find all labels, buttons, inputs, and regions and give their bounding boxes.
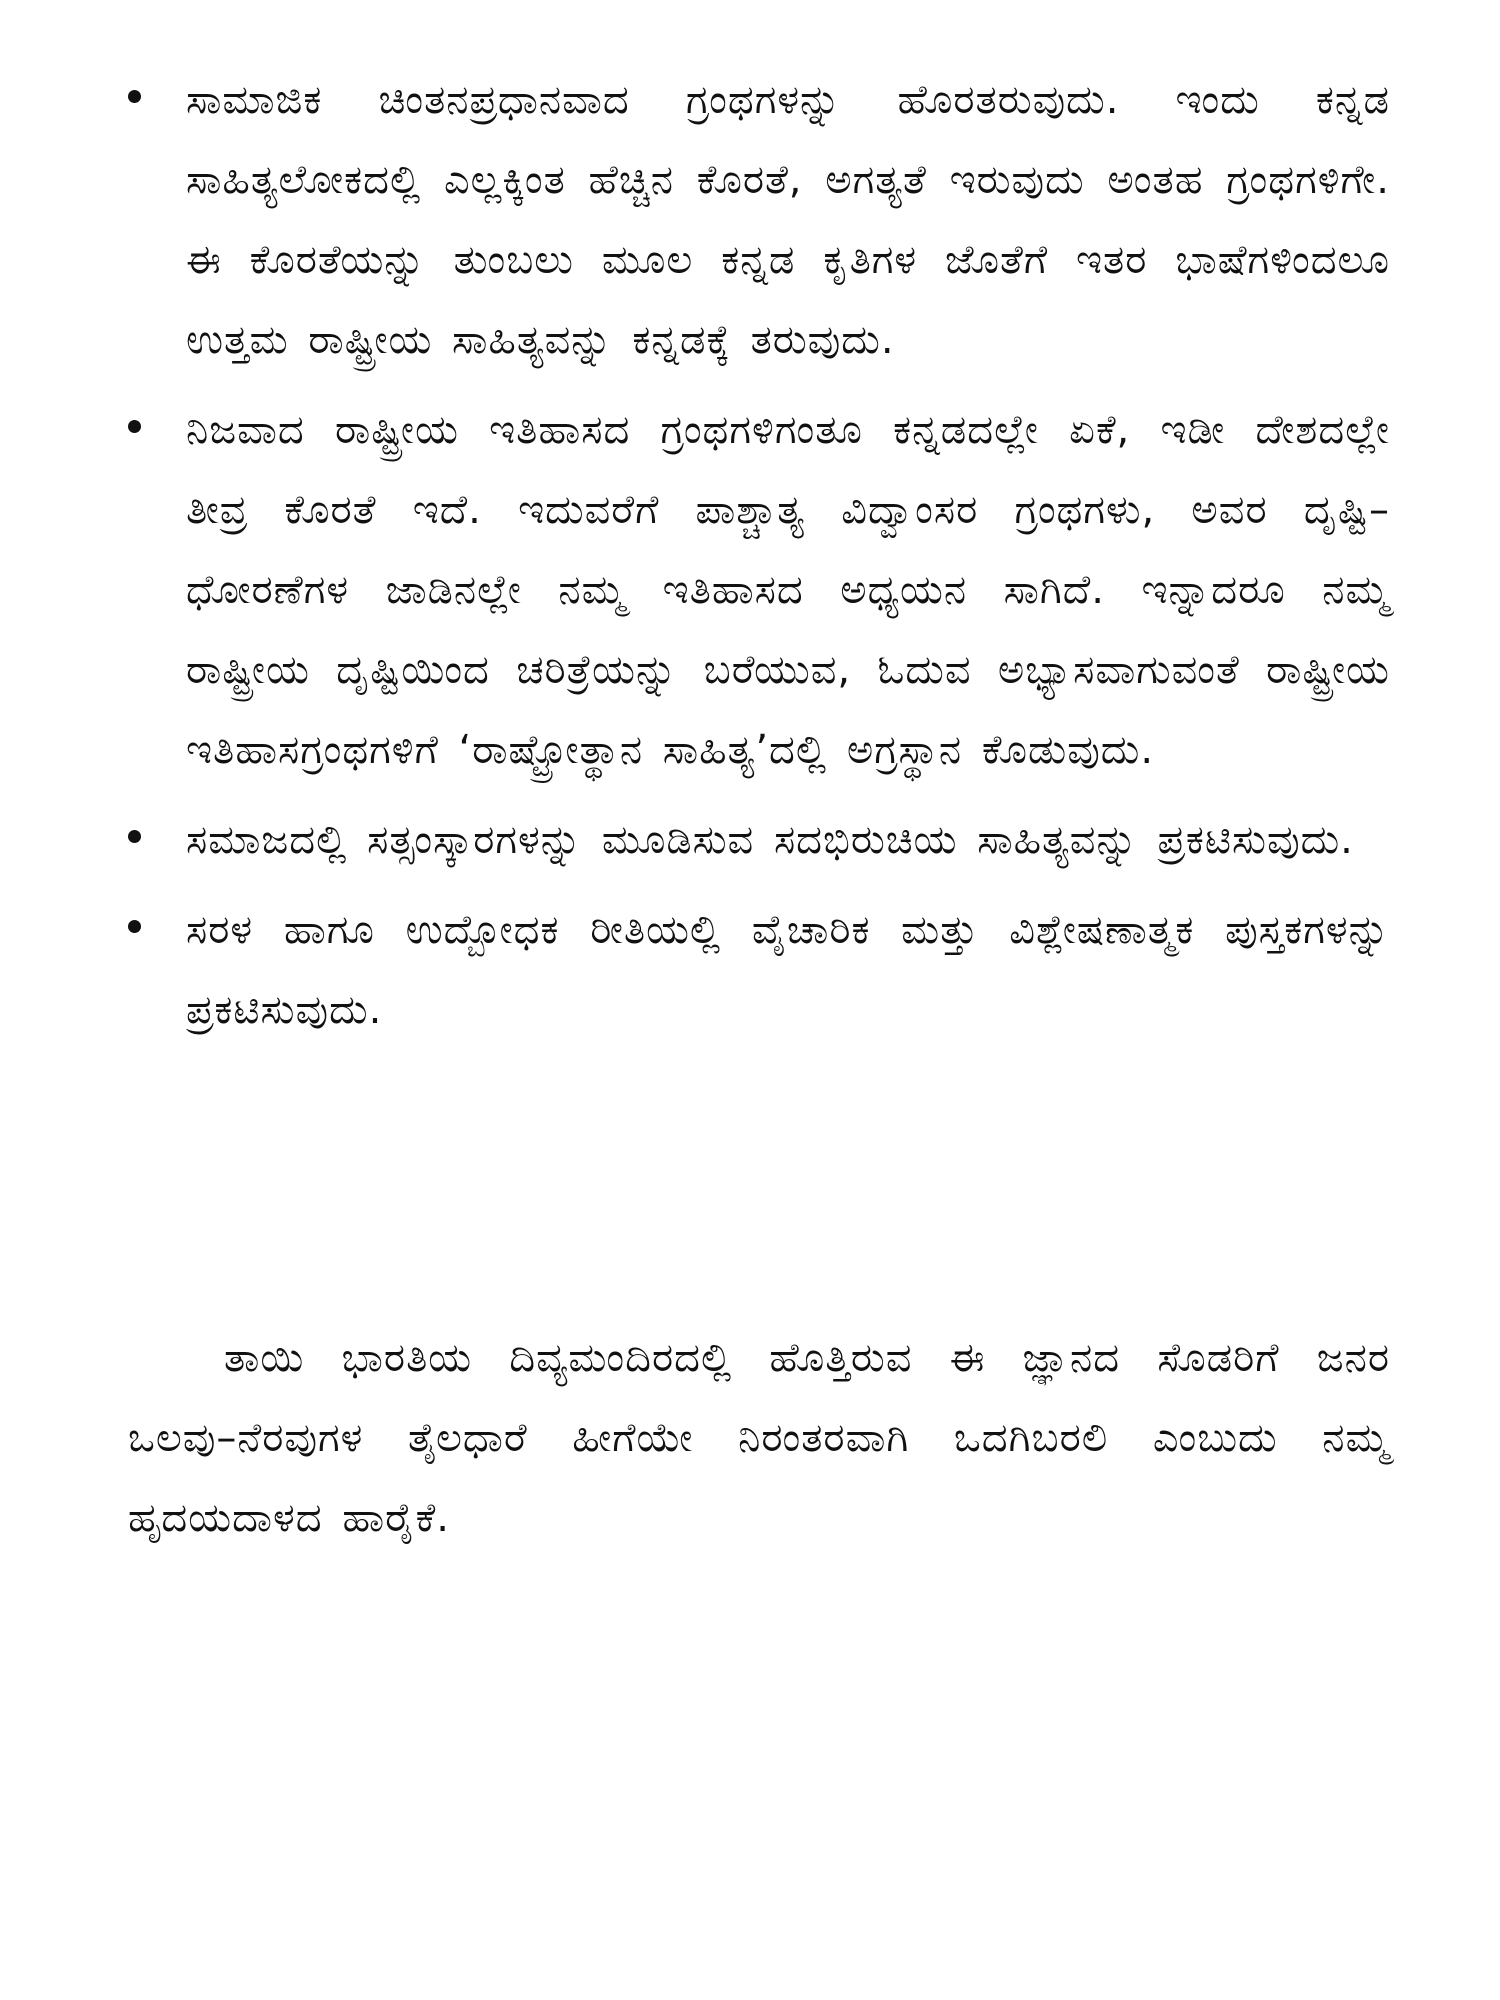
bullet-item-4 <box>128 890 1390 1050</box>
bullet-item-1 <box>128 60 1390 380</box>
bullet-dot-icon <box>128 920 141 933</box>
bullet-item-2 <box>128 390 1390 790</box>
objectives-bullet-list <box>128 60 1390 1060</box>
bullet-dot-icon <box>128 90 141 103</box>
bullet-text-3: ಸಮಾಜದಲ್ಲಿ ಸತ್ಸಂಸ್ಕಾರಗಳನ್ನು ಮೂಡಿಸುವ ಸದಭಿರುಚಿಯ ಸಾಹಿತ್ಯವನ್ನು ಪ್ರಕಟಿಸುವುದು. <box>186 817 1354 863</box>
bullet-item-3 <box>128 800 1390 880</box>
bullet-text-2: ನಿಜವಾದ ರಾಷ್ಟ್ರೀಯ ಇತಿಹಾಸದ ಗ್ರಂಥಗಳಿಗಂತೂ ಕನ್ನಡದಲ್ಲೇ ಏಕೆ, ಇಡೀ ದೇಶದಲ್ಲೇ ತೀವ್ರ ಕೊರತೆ ಇದೆ. ಇದುವರೆಗೆ ಪಾಶ್ಚಾತ್ಯ ವಿದ್ವಾಂಸರ ಗ್ರಂಥಗಳು, ಅವರ ದೃಷ್ಟಿ–ಧೋರಣೆಗಳ ಜಾಡಿನಲ್ಲೇ ನಮ್ಮ ಇತಿಹಾಸದ ಅಧ್ಯಯನ ಸಾಗಿದೆ. ಇನ್ನಾದರೂ ನಮ್ಮ ರಾಷ್ಟ್ರೀಯ ದೃಷ್ಟಿಯಿಂದ ಚರಿತ್ರೆಯನ್ನು ಬರೆಯುವ, ಓದುವ ಅಭ್ಯಾಸವಾಗುವಂತೆ ರಾಷ್ಟ್ರೀಯ ಇತಿಹಾಸಗ್ರಂಥಗಳಿಗೆ ‘ರಾಷ್ಟ್ರೋತ್ಥಾನ ಸಾಹಿತ್ಯ’ದಲ್ಲಿ ಅಗ್ರಸ್ಥಾನ ಕೊಡುವುದು. <box>186 407 1390 773</box>
bullet-text-1: ಸಾಮಾಜಿಕ ಚಿಂತನಪ್ರಧಾನವಾದ ಗ್ರಂಥಗಳನ್ನು ಹೊರತರುವುದು. ಇಂದು ಕನ್ನಡ ಸಾಹಿತ್ಯಲೋಕದಲ್ಲಿ ಎಲ್ಲಕ್ಕಿಂತ ಹೆಚ್ಚಿನ ಕೊರತೆ, ಅಗತ್ಯತೆ ಇರುವುದು ಅಂತಹ ಗ್ರಂಥಗಳಿಗೇ. ಈ ಕೊರತೆಯನ್ನು ತುಂಬಲು ಮೂಲ ಕನ್ನಡ ಕೃತಿಗಳ ಜೊತೆಗೆ ಇತರ ಭಾಷೆಗಳಿಂದಲೂ ಉತ್ತಮ ರಾಷ್ಟ್ರೀಯ ಸಾಹಿತ್ಯವನ್ನು ಕನ್ನಡಕ್ಕೆ ತರುವುದು. <box>186 77 1390 363</box>
closing-paragraph: ತಾಯಿ ಭಾರತಿಯ ದಿವ್ಯಮಂದಿರದಲ್ಲಿ ಹೊತ್ತಿರುವ ಈ ಜ್ಞಾನದ ಸೊಡರಿಗೆ ಜನರ ಒಲವು–ನೆರವುಗಳ ತೈಲಧಾರೆ ಹೀಗೆಯೇ ನಿರಂತರವಾಗಿ ಒದಗಿಬರಲಿ ಎಂಬುದು ನಮ್ಮ ಹೃದಯದಾಳದ ಹಾರೈಕೆ. <box>128 1335 1390 1541</box>
bullet-dot-icon <box>128 830 141 843</box>
bullet-dot-icon <box>128 420 141 433</box>
bullet-text-4: ಸರಳ ಹಾಗೂ ಉದ್ಬೋಧಕ ರೀತಿಯಲ್ಲಿ ವೈಚಾರಿಕ ಮತ್ತು ವಿಶ್ಲೇಷಣಾತ್ಮಕ ಪುಸ್ತಕಗಳನ್ನು ಪ್ರಕಟಿಸುವುದು. <box>186 907 1390 1033</box>
